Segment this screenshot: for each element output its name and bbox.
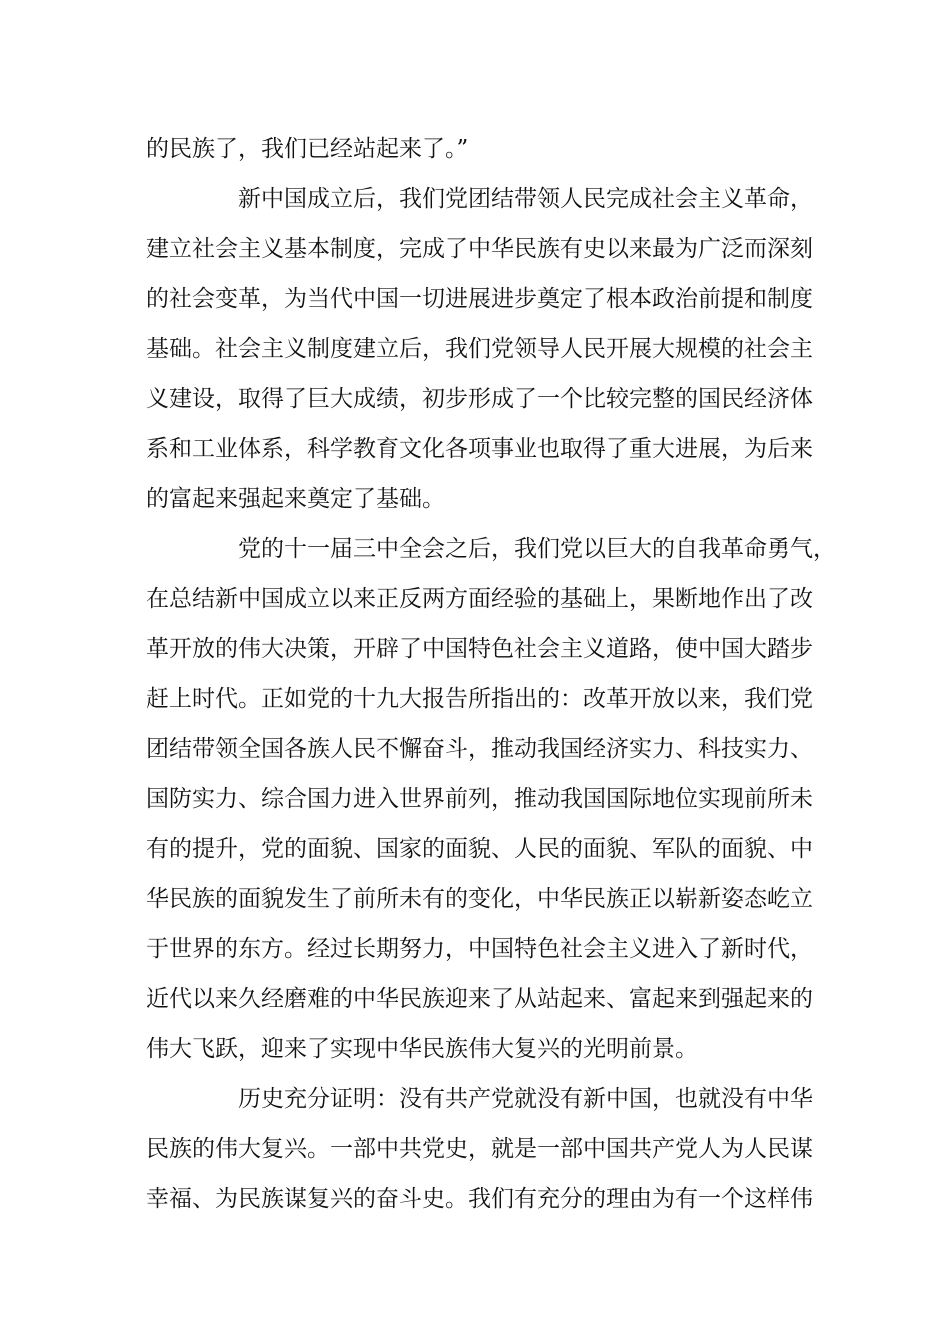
text-line: 的富起来强起来奠定了基础。	[146, 486, 445, 512]
text-line: 基础。社会主义制度建立后，我们党领导人民开展大规模的社会主	[146, 336, 813, 362]
text-line: 民族的伟大复兴。一部中共党史，就是一部中国共产党人为人民谋	[146, 1136, 813, 1162]
body-text	[146, 124, 836, 1224]
text-line: 建立社会主义基本制度，完成了中华民族有史以来最为广泛而深刻	[146, 236, 813, 262]
text-line: 赶上时代。正如党的十九大报告所指出的：改革开放以来，我们党	[146, 686, 813, 712]
text-line: 幸福、为民族谋复兴的奋斗史。我们有充分的理由为有一个这样伟	[146, 1186, 813, 1212]
text-line: 有的提升，党的面貌、国家的面貌、人民的面貌、军队的面貌、中	[146, 836, 813, 862]
text-line: 义建设，取得了巨大成绩，初步形成了一个比较完整的国民经济体	[146, 386, 813, 412]
text-line: 系和工业体系，科学教育文化各项事业也取得了重大进展，为后来	[146, 436, 813, 462]
text-line: 于世界的东方。经过长期努力，中国特色社会主义进入了新时代，	[146, 936, 813, 962]
text-line: 的民族了，我们已经站起来了。”	[146, 136, 469, 162]
text-line: 近代以来久经磨难的中华民族迎来了从站起来、富起来到强起来的	[146, 986, 813, 1012]
paragraph-start-line: 党的十一届三中全会之后，我们党以巨大的自我革命勇气，	[238, 536, 836, 562]
paragraph-start-line: 新中国成立后，我们党团结带领人民完成社会主义革命，	[238, 186, 813, 212]
text-line: 团结带领全国各族人民不懈奋斗，推动我国经济实力、科技实力、	[146, 736, 813, 762]
text-line: 在总结新中国成立以来正反两方面经验的基础上，果断地作出了改	[146, 586, 813, 612]
text-line: 国防实力、综合国力进入世界前列，推动我国国际地位实现前所未	[146, 786, 813, 812]
text-line: 华民族的面貌发生了前所未有的变化，中华民族正以崭新姿态屹立	[146, 886, 813, 912]
text-line: 的社会变革，为当代中国一切进展进步奠定了根本政治前提和制度	[146, 286, 813, 312]
paragraph-start-line: 历史充分证明：没有共产党就没有新中国，也就没有中华	[238, 1086, 813, 1112]
text-line: 伟大飞跃，迎来了实现中华民族伟大复兴的光明前景。	[146, 1036, 698, 1062]
text-line: 革开放的伟大决策，开辟了中国特色社会主义道路，使中国大踏步	[146, 636, 813, 662]
